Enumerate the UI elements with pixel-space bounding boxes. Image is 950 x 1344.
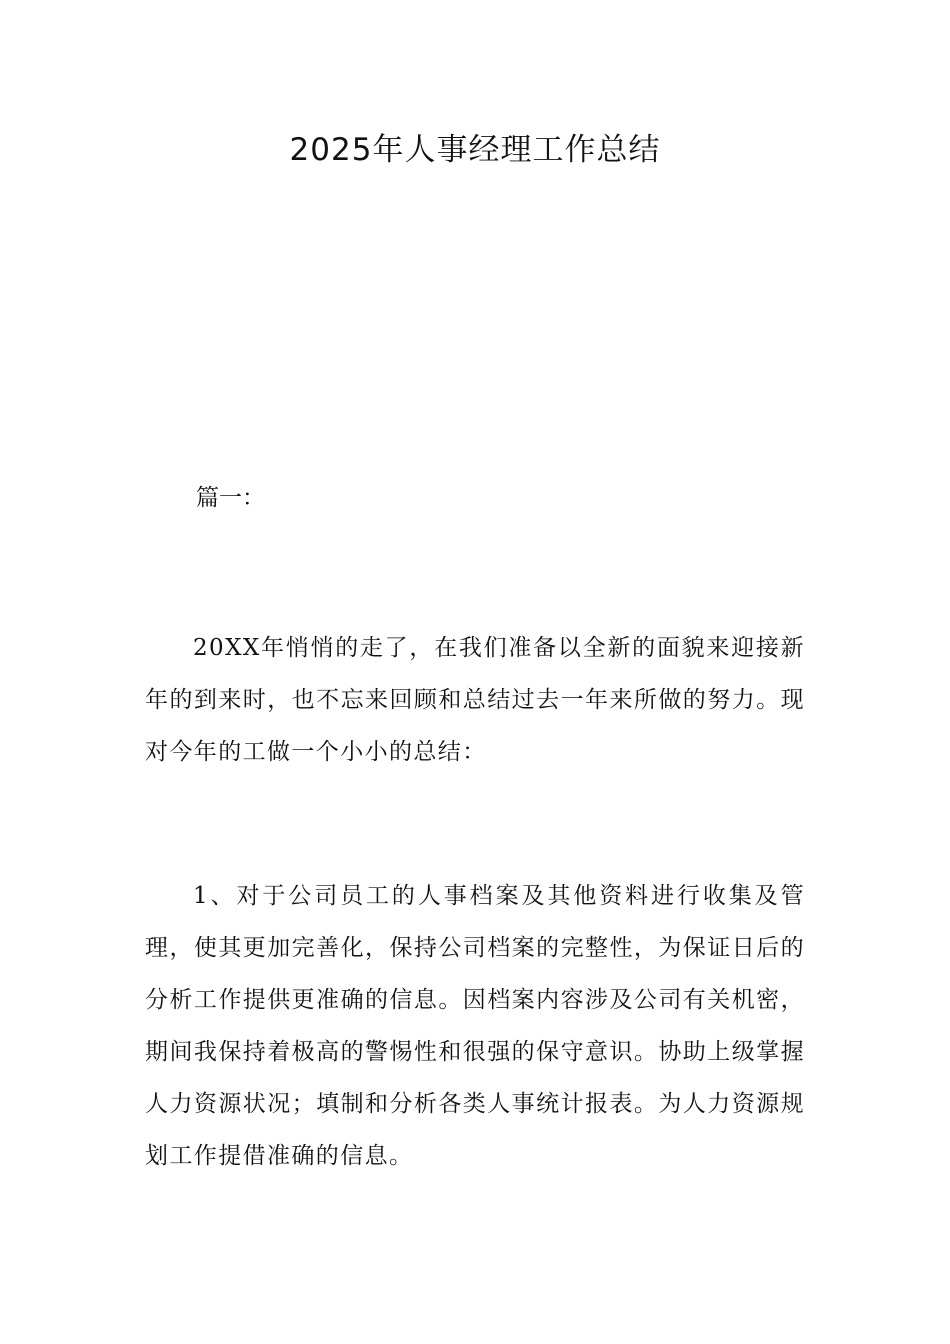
paragraph-intro: 20XX年悄悄的走了，在我们准备以全新的面貌来迎接新年的到来时，也不忘来回顾和总结过去一年来所做的努力。现对今年的工做一个小小的总结： <box>145 635 805 765</box>
paragraph-item-1: 1、对于公司员工的人事档案及其他资料进行收集及管理，使其更加完善化，保持公司档案的完整性，为保证日后的分析工作提供更准确的信息。因档案内容涉及公司有关机密，期间我保持着极高的警惕性和很强的保守意识。协助上级掌握人力资源状况；填制和分析各类人事统计报表。为人力资源规划工作提借准确的信息。 <box>145 883 805 1169</box>
section-label: 篇一： <box>196 485 265 511</box>
document-title: 2025年人事经理工作总结 <box>289 132 661 168</box>
